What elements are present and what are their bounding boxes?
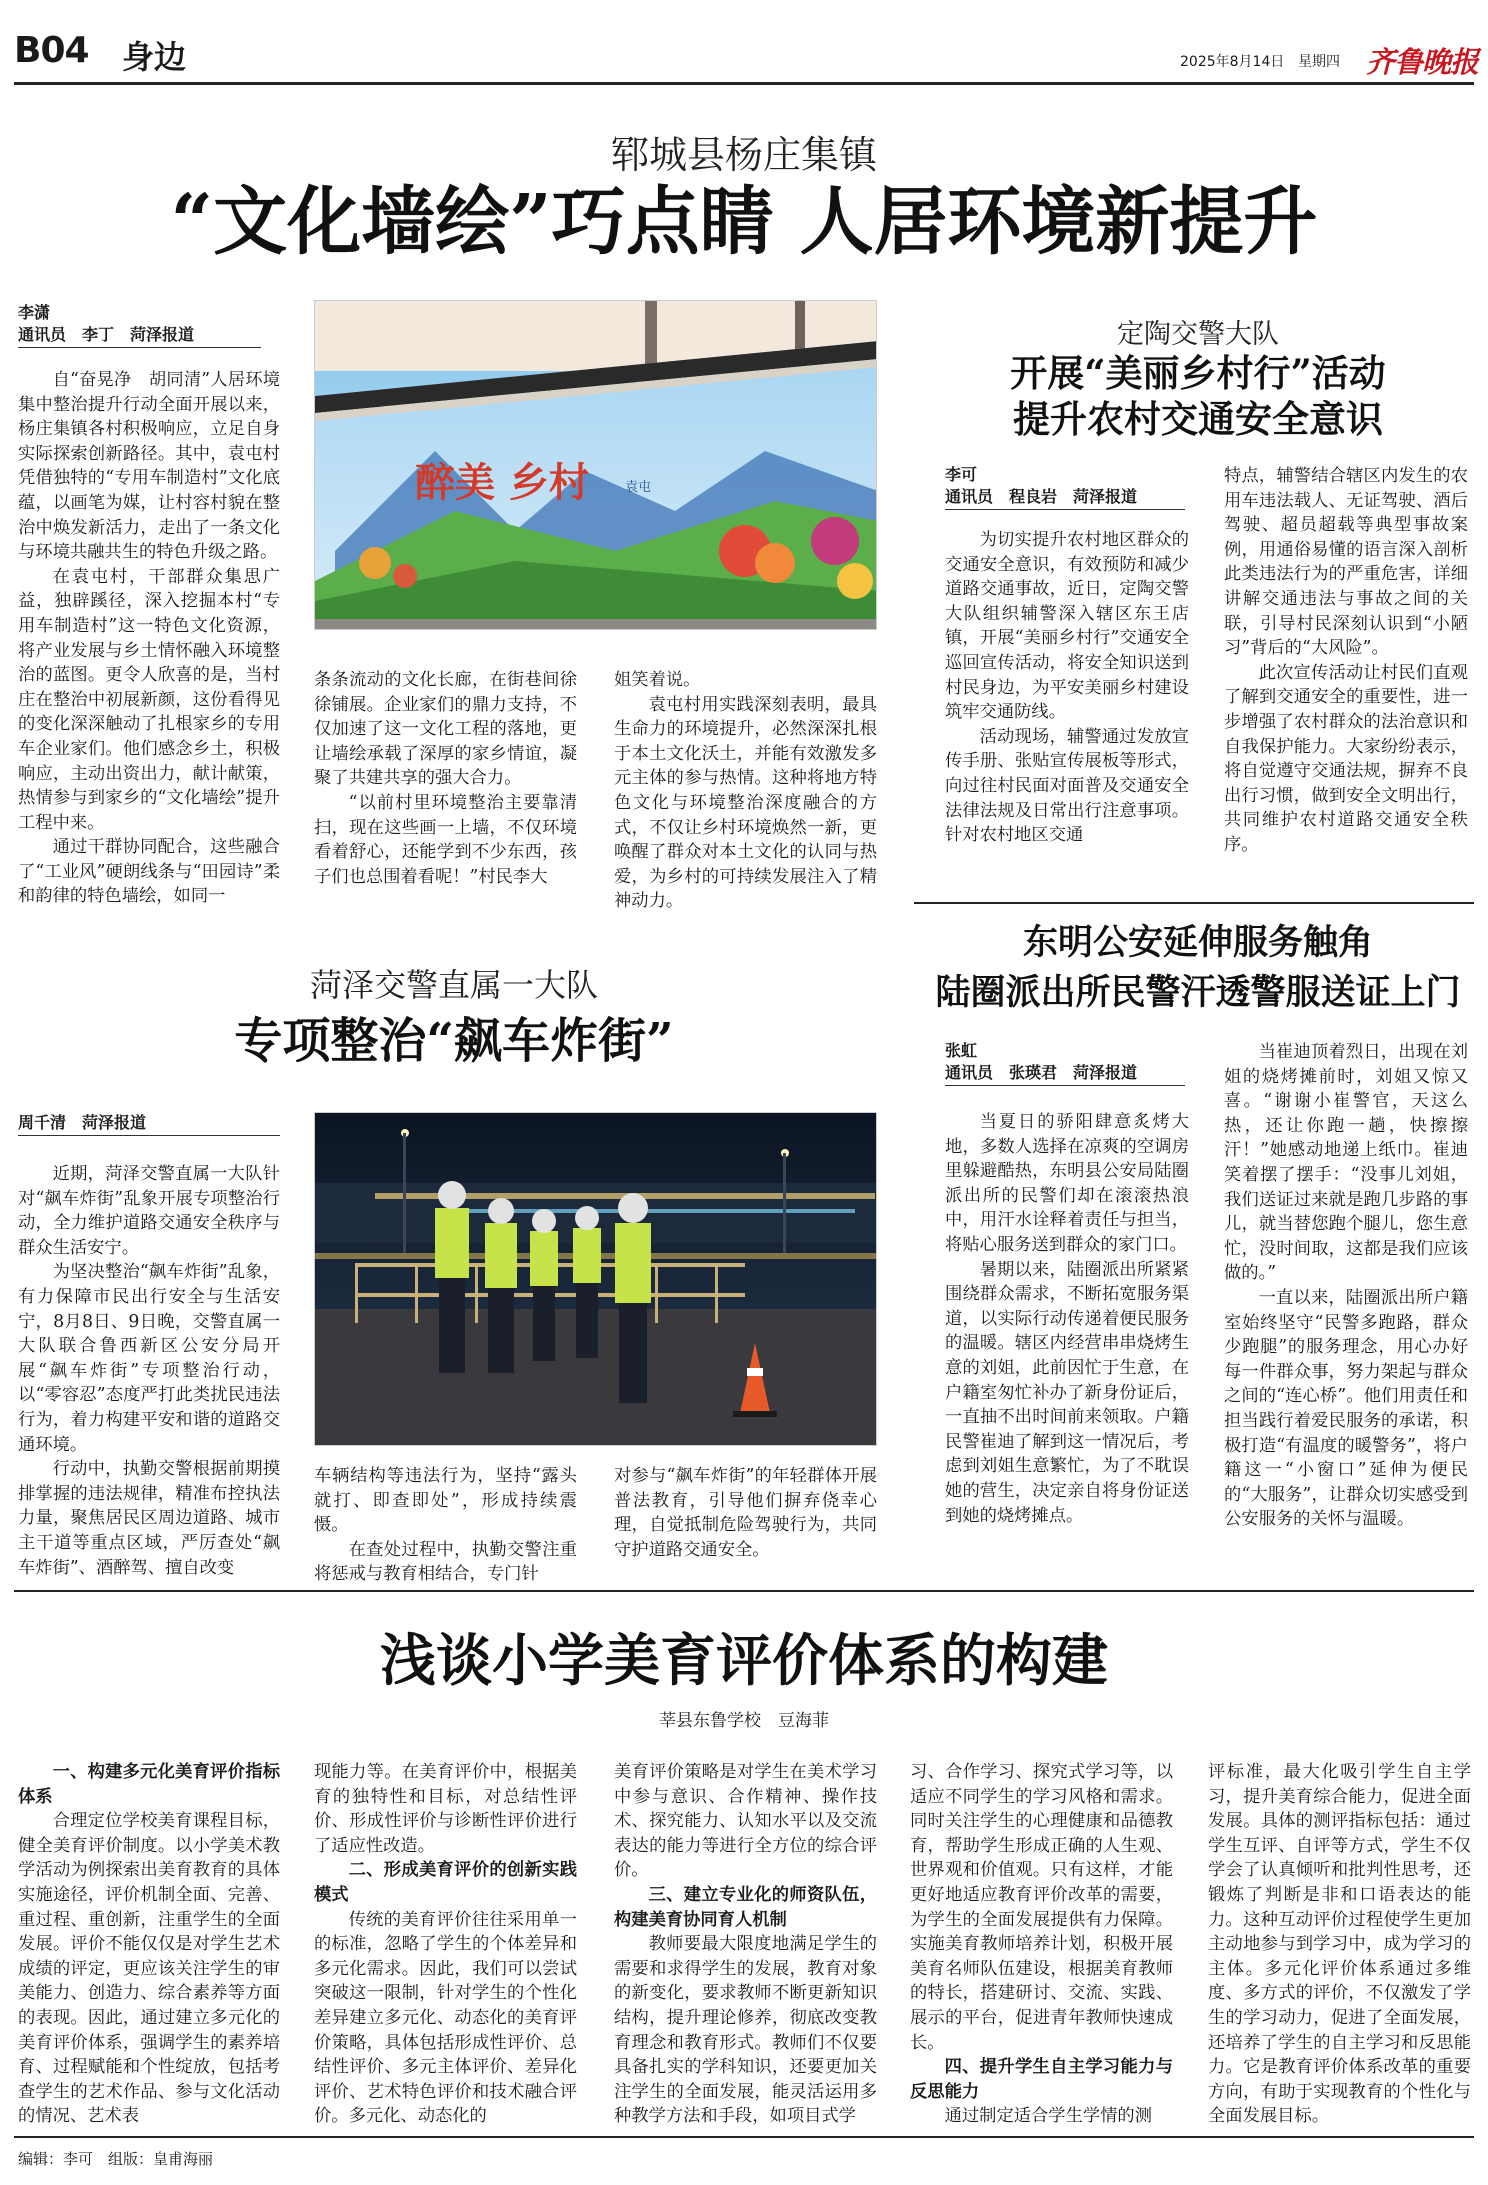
story2-correspondent: 通讯员 程良岩 菏泽报道 (945, 486, 1185, 510)
story1-correspondent: 通讯员 李丁 菏泽报道 (18, 324, 261, 348)
story5-c2-p2: 传统的美育评价往往采用单一的标准，忽略了学生的个体差异和多元化需求。因此，我们可以尝试突破这一限制，针对学生的个性化差异建立多元化、动态化的美育评价策略，具体包括形成性评价、总结性评价、多元主体评价、差异化评价、艺术特色评价和技术融合评价。多元化、动态化的 (314, 1909, 577, 2127)
story3-byline (18, 1112, 280, 1136)
story5-author: 莘县东鲁学校 豆海菲 (659, 1711, 829, 1731)
story2-column-1 (945, 528, 1189, 848)
issue-date: 2025年8月14日 (1180, 54, 1285, 70)
mural-subtext: 袁屯 (625, 480, 652, 495)
story5-c3-p1: 美育评价策略是对学生在美术学习中参与意识、合作精神、操作技术、探究能力、认知水平以及交流表达的能力等进行全方位的综合评价。 (614, 1762, 877, 1881)
story5-c4-p2: 通过制定适合学生学情的测 (944, 2106, 1152, 2127)
issue-weekday: 星期四 (1298, 54, 1340, 70)
story5-c4-h4: 四、提升学生自主学习能力与反思能力 (910, 2057, 1173, 2102)
story5-top-rule (14, 1590, 1474, 1592)
story4-c2-p2: 一直以来，陆圈派出所户籍室始终坚守“民警多跑路，群众少跑腿”的服务理念，用心办好每一件群众事，努力架起与群众之间的“连心桥”。他们用责任和担当践行着爱民服务的承诺，积极打造“有温度的暖警务”，将户籍这一“小窗口”延伸为便民的“大服务”，让群众切实感受到公安服务的关怀与温暖。 (1224, 1287, 1468, 1530)
patrol-photo (314, 1112, 877, 1446)
story2-c2-p2: 此次宣传活动让村民们直观了解到交通安全的重要性，进一步增强了农村群众的法治意识和自我保护能力。大家纷纷表示，将自觉遵守交通法规，摒弃不良出行习惯，做到安全文明出行，共同维护农村道路交通安全秩序。 (1224, 662, 1468, 855)
story1-author: 李潇 (18, 303, 51, 322)
story2-kicker: 定陶交警大队 (1117, 319, 1279, 350)
story5-c3-h3: 三、建立专业化的师资队伍，构建美育协同育人机制 (614, 1884, 877, 1930)
story2-c2-p1: 特点，辅警结合辖区内发生的农用车违法载人、无证驾驶、酒后驾驶、超员超载等典型事故案例，用通俗易懂的语言深入剖析此类违法行为的严重危害，详细讲解交通违法与事故之间的关联，引导村民深刻认识到“小陋习”背后的“大风险”。 (1224, 466, 1468, 659)
story3-correspondent: 周千清 菏泽报道 (18, 1112, 280, 1136)
story1-c3-p1: 姐笑着说。 (614, 670, 701, 690)
story4-byline (945, 1040, 1185, 1086)
right-column-divider (914, 902, 1474, 904)
story1-c2-p1: 条条流动的文化长廊，在街巷间徐徐铺展。企业家们的鼎力支持，不仅加速了这一文化工程的落地，更让墙绘承载了深厚的家乡情谊，凝聚了共建共享的强大合力。 (314, 670, 577, 789)
story3-title: 专项整治“飙车炸街” (234, 1013, 674, 1069)
story5-c2-h2: 二、形成美育评价的创新实践模式 (314, 1860, 577, 1905)
story3-column-2 (314, 1464, 577, 1587)
story3-c1-p3: 行动中，执勤交警根据前期摸排掌握的违法规律，精准布控执法力量，聚焦居民区周边道路、城市主干道等重点区域，严厉查处“飙车炸街”、酒醉驾、擅自改变 (18, 1459, 280, 1578)
story3-c1-p2: 为坚决整治“飙车炸街”乱象，有力保障市民出行安全与生活安宁，8月8日、9日晚，交警直属一大队联合鲁西新区公安分局开展“飙车炸街”专项整治行动，以“零容忍”态度严打此类扰民违法行为，着力构建平安和谐的道路交通环境。 (18, 1262, 280, 1455)
story5-column-1 (18, 1760, 280, 2129)
story1-c1-p3: 通过干群协同配合，这些融合了“工业风”硬朗线条与“田园诗”柔和韵律的特色墙绘，如同一 (18, 837, 280, 907)
section-name: 身边 (122, 38, 187, 76)
story2-c1-p2: 活动现场，辅警通过发放宣传手册、张贴宣传展板等形式，向过往村民面对面普及交通安全法律法规及日常出行注意事项。针对农村地区交通 (945, 726, 1189, 846)
story4-correspondent: 通讯员 张瑛君 菏泽报道 (945, 1062, 1185, 1086)
story2-c1-p1: 为切实提升农村地区群众的交通安全意识，有效预防和减少道路交通事故，近日，定陶交警大队组织辅警深入辖区东王店镇，开展“美丽乡村行”交通安全巡回宣传活动，将安全知识送到村民身边，为平安美丽乡村建设筑牢交通防线。 (945, 530, 1189, 723)
header-rule (14, 82, 1474, 85)
story3-c2-p2: 在查处过程中，执勤交警注重将惩戒与教育相结合，专门针 (314, 1539, 577, 1585)
story4-c2-p1: 当崔迪顶着烈日，出现在刘姐的烧烤摊前时，刘姐又惊又喜。“谢谢小崔警官，天这么热，还让你跑一趟，快擦擦汗！”她感动地递上纸巾。崔迪笑着摆了摆手：“没事儿刘姐，我们送证过来就是跑几步路的事儿，就当替您跑个腿儿，您生意忙，没时间取，这都是我们应该做的。” (1224, 1042, 1468, 1284)
footer-editor: 编辑：李可 组版：皇甫海丽 (18, 2150, 214, 2168)
story4-column-1 (945, 1110, 1189, 1528)
story3-c2-p1: 车辆结构等违法行为，坚持“露头就打、即查即处”，形成持续震慑。 (314, 1466, 577, 1536)
story1-byline (18, 302, 261, 348)
story5-c1-h1: 一、构建多元化美育评价指标体系 (18, 1762, 280, 1807)
story1-c1-p1: 自“奋晃净 胡同清”人居环境集中整治提升行动全面开展以来，杨庄集镇各村积极响应，立足自身实际探索创新路径。其中，袁屯村凭借独特的“专用车制造村”文化底蕴，以画笔为媒，让村容村貌在整治中焕发新活力，走出了一条文化与环境共融共生的特色升级之路。 (18, 370, 280, 563)
story4-c1-p2: 暑期以来，陆圈派出所紧紧围绕群众需求，不断拓宽服务渠道，以实际行动传递着便民服务的温暖。辖区内经营串串烧烤生意的刘姐，此前因忙于生意，在户籍室匆忙补办了新身份证后，一直抽不出时间前来领取。户籍民警崔迪了解到这一情况后，考虑到刘姐生意繁忙，为了不耽误她的营生，决定亲自将身份证送到她的烧烤摊点。 (945, 1259, 1189, 1526)
mural-text: 醉美 乡村 (415, 459, 589, 506)
story4-column-2 (1224, 1040, 1468, 1532)
story4-title-line2: 陆圈派出所民警汗透警服送证上门 (935, 972, 1461, 1013)
story3-kicker: 菏泽交警直属一大队 (309, 966, 598, 1004)
story1-title: “文化墙绘”巧点睛 人居环境新提升 (170, 179, 1318, 265)
story5-c4-p1: 习、合作学习、探究式学习等，以适应不同学生的学习风格和需求。同时关注学生的心理健康和品德教育，帮助学生形成正确的人生观、世界观和价值观。只有这样，才能更好地适应教育评价改革的需要，为学生的全面发展提供有力保障。实施美育教师培养计划，积极开展美育名师队伍建设，根据美育教师的特长，搭建研讨、交流、实践、展示的平台，促进青年教师快速成长。 (910, 1762, 1173, 2053)
story3-column-1 (18, 1162, 280, 1580)
story5-column-5 (1208, 1760, 1471, 2129)
story5-column-2 (314, 1760, 577, 2129)
story2-title-line2: 提升农村交通安全意识 (1013, 397, 1383, 441)
story5-column-3 (614, 1760, 877, 2129)
story1-kicker: 郓城县杨庄集镇 (610, 133, 877, 177)
story4-c1-p1: 当夏日的骄阳肆意炙烤大地，多数人选择在凉爽的空调房里躲避酷热，东明县公安局陆圈派出所的民警们却在滚滚热浪中，用汗水诠释着责任与担当，将贴心服务送到群众的家门口。 (945, 1112, 1189, 1255)
story3-c3-p1: 对参与“飙车炸街”的年轻群体开展普法教育，引导他们摒弃侥幸心理，自觉抵制危险驾驶行为，共同守护道路交通安全。 (614, 1466, 877, 1560)
story5-title: 浅谈小学美育评价体系的构建 (380, 1628, 1108, 1694)
story5-c5-p1: 评标准，最大化吸引学生自主学习，提升美育综合能力，促进全面发展。具体的测评指标包括：通过学生互评、自评等方式，学生不仅学会了认真倾听和批判性思考，还锻炼了判断是非和口语表达的能力。这种互动评价过程使学生更加主动地参与到学习中，成为学习的主体。多元化评价体系通过多维度、多方式的评价，不仅激发了学生的学习动力，促进了全面发展，还培养了学生的自主学习和反思能力。它是教育评价体系改革的重要方向，有助于实现教育的个性化与全面发展目标。 (1208, 1762, 1471, 2127)
masthead-logo: 齐鲁晚报 (1366, 45, 1479, 79)
mural-photo (314, 300, 877, 630)
story1-c2-p2: “以前村里环境整治主要靠清扫，现在这些画一上墙，不仅环境看着舒心，还能学到不少东西，孩子们也总围着看呢！”村民李大 (314, 792, 577, 887)
story1-column-2 (314, 668, 577, 889)
story2-column-2 (1224, 464, 1468, 858)
story5-c3-p2: 教师要最大限度地满足学生的需要和求得学生的发展，教育对象的新变化，要求教师不断更新知识结构，提升理论修养，彻底改变教育理念和教育形式。教师们不仅要具备扎实的学科知识，还要更加关注学生的全面发展，能灵活运用多种教学方法和手段，如项目式学 (614, 1934, 877, 2127)
story1-column-1 (18, 368, 280, 909)
story4-title-line1: 东明公安延伸服务触角 (1022, 922, 1373, 963)
story2-byline (945, 464, 1185, 510)
story1-c3-p2: 袁屯村用实践深刻表明，最具生命力的环境提升，必然深深扎根于本土文化沃土，并能有效激发多元主体的参与热情。这种将地方特色文化与环境整治深度融合的方式，不仅让乡村环境焕然一新，更唤醒了群众对本土文化的认同与热爱，为乡村的可持续发展注入了精神动力。 (614, 694, 877, 912)
story1-c1-p2: 在袁屯村，干部群众集思广益，独辟蹊径，深入挖掘本村“专用车制造村”这一特色文化资源，将产业发展与乡土情怀融入环境整治的蓝图。更令人欣喜的是，当村庄在整治中初展新颜，这份看得见的变化深深触动了扎根家乡的专用车企业家们。他们感念乡土，积极响应，主动出资出力，献计献策，热情参与到家乡的“文化墙绘”提升工程中来。 (18, 566, 280, 833)
story3-column-3 (614, 1464, 877, 1562)
story5-column-4 (910, 1760, 1173, 2129)
story2-author: 李可 (945, 465, 978, 484)
story1-column-3 (614, 668, 877, 914)
footer-rule (14, 2136, 1474, 2138)
story4-author: 张虹 (945, 1041, 978, 1060)
story5-c1-p1: 合理定位学校美育课程目标，健全美育评价制度。以小学美术教学活动为例探索出美育教育的具体实施途径，评价机制全面、完善、重过程、重创新，注重学生的全面发展。评价不能仅仅是对学生艺术成绩的评定，更应该关注学生的审美能力、创造力、综合素养等方面的表现。因此，通过建立多元化的美育评价体系，强调学生的素养培育、过程赋能和个性绽放，包括考查学生的艺术作品、参与文化活动的情况、艺术表 (18, 1811, 280, 2127)
story2-title-line1: 开展“美丽乡村行”活动 (1010, 351, 1386, 395)
story3-c1-p1: 近期，菏泽交警直属一大队针对“飙车炸街”乱象开展专项整治行动，全力维护道路交通安全秩序与群众生活安宁。 (18, 1164, 280, 1258)
page-number: B04 (14, 30, 89, 71)
story5-c2-p1: 现能力等。在美育评价中，根据美育的独特性和目标，对总结性评价、形成性评价与诊断性评价进行了适应性改造。 (314, 1762, 577, 1856)
